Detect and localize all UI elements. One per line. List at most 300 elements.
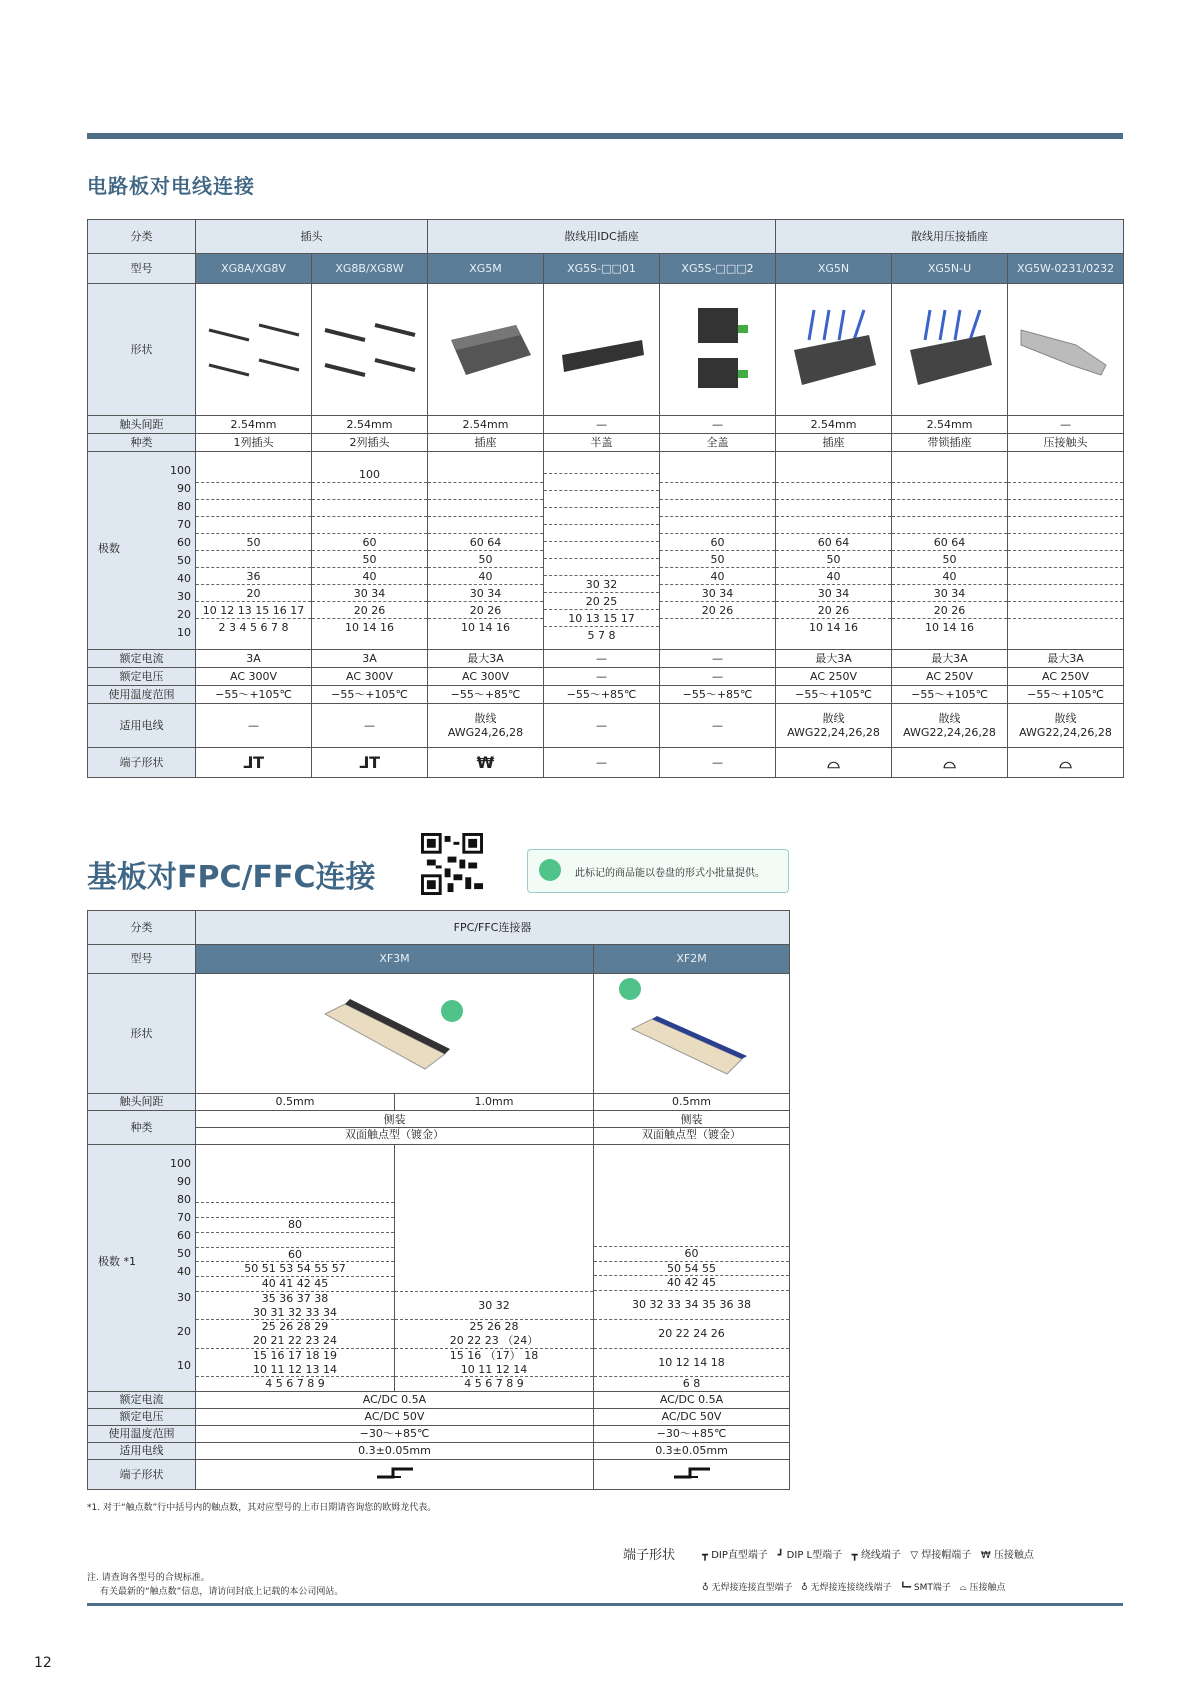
tick: 70 <box>177 1211 191 1224</box>
pole-entry: 10 11 12 13 14 <box>253 1362 337 1376</box>
tick: 40 <box>177 572 191 585</box>
section1-title: 电路板对电线连接 <box>87 174 255 198</box>
model-cell: XF2M <box>594 945 790 974</box>
pole-entry <box>776 517 891 534</box>
pole-entry <box>660 619 775 636</box>
pole-entry <box>428 517 543 534</box>
temp-cell: −30〜+85℃ <box>196 1426 594 1443</box>
tick: 60 <box>177 536 191 549</box>
pole-entry <box>776 483 891 500</box>
group-header: 散线用IDC插座 <box>428 220 776 254</box>
pole-entry <box>428 483 543 500</box>
section2-title: 基板对FPC/FFC连接 <box>87 860 376 895</box>
pitch-cell: 1.0mm <box>395 1094 594 1111</box>
pole-entry <box>544 491 659 508</box>
solder-cup-icon: ▽ <box>910 1550 919 1561</box>
wire-line: 散线 <box>938 711 961 725</box>
temp-cell: −55〜+85℃ <box>428 686 544 704</box>
pole-entry: 30 32 <box>395 1291 593 1320</box>
legend-item: DIP直型端子 <box>711 1550 768 1561</box>
board-to-wire-table <box>87 219 1124 778</box>
terminal-icon: — <box>660 748 776 778</box>
terminal-label: 端子形状 <box>88 1460 196 1490</box>
pole-entry <box>660 517 775 534</box>
pole-entry: 50 <box>892 551 1007 568</box>
current-cell: — <box>660 650 776 668</box>
current-cell: 3A <box>196 650 312 668</box>
model-cell: XG5M <box>428 254 544 284</box>
type-label: 种类 <box>88 1111 196 1145</box>
pole-entry: 4 5 6 7 8 9 <box>395 1376 593 1391</box>
legend-item: 无焊接连接直型端子 <box>711 1583 793 1593</box>
wire-cell <box>776 704 892 748</box>
reel-mark-icon <box>441 1000 463 1022</box>
pole-entry <box>776 500 891 517</box>
tick: 10 <box>177 626 191 639</box>
wire-wrap-icon: ┳ <box>851 1550 858 1561</box>
temp-cell: −55〜+85℃ <box>660 686 776 704</box>
tick: 80 <box>177 500 191 513</box>
poles-column <box>395 1145 594 1392</box>
poles-column <box>196 452 312 650</box>
model-cell: XG5W-0231/0232 <box>1008 254 1124 284</box>
smt-icon: ┗━ <box>900 1583 911 1593</box>
poles-column <box>196 1145 395 1392</box>
pitch-label: 触头间距 <box>88 1094 196 1111</box>
pole-entry: 30 34 <box>776 585 891 602</box>
pole-entry: 4 5 6 7 8 9 <box>196 1376 394 1391</box>
pole-entry: 40 <box>428 568 543 585</box>
terminal-icon: ⅃T <box>196 748 312 778</box>
wire-cell <box>1008 704 1124 748</box>
wire-line: AWG22,24,26,28 <box>903 725 996 739</box>
tick: 40 <box>177 1265 191 1278</box>
product-image <box>544 284 660 416</box>
terminal-icon: ₩ <box>428 748 544 778</box>
pole-entry <box>892 517 1007 534</box>
pole-entry <box>544 508 659 525</box>
legend-item: SMT端子 <box>913 1583 951 1593</box>
bottom-rule <box>87 1603 1123 1606</box>
pole-entry: 40 <box>776 568 891 585</box>
type-line: 双面触点型（镀金） <box>642 1128 742 1141</box>
pole-entry <box>428 466 543 483</box>
pole-entry: 60 <box>594 1246 789 1261</box>
pitch-cell: 0.5mm <box>196 1094 395 1111</box>
shape-label: 形状 <box>88 284 196 416</box>
pole-entry: 60 64 <box>428 534 543 551</box>
model-label: 型号 <box>88 945 196 974</box>
type-cell: 带锁插座 <box>892 434 1008 452</box>
pole-entry <box>312 500 427 517</box>
type-cell <box>196 1111 594 1145</box>
pole-entry: 50 54 55 <box>594 1261 789 1276</box>
reel-mark-icon <box>539 859 561 881</box>
pole-entry <box>428 500 543 517</box>
pole-entry: 20 26 <box>428 602 543 619</box>
terminal-icon: ⌓ <box>776 748 892 778</box>
pole-entry: 30 34 <box>428 585 543 602</box>
pole-entry <box>1008 602 1123 619</box>
legend-item: 压接触点 <box>993 1550 1034 1561</box>
model-cell: XG5N-U <box>892 254 1008 284</box>
dip-straight-icon: ┳ <box>702 1550 709 1561</box>
pole-entry <box>312 517 427 534</box>
pole-entry: 50 <box>196 534 311 551</box>
poles-label: 极数 <box>98 542 120 555</box>
pole-entry: 35 36 37 38 <box>196 1291 394 1306</box>
product-image <box>776 284 892 416</box>
pole-entry: 25 26 28 29 <box>196 1319 394 1334</box>
group-header: FPC/FFC连接器 <box>196 911 790 945</box>
product-image <box>594 974 790 1094</box>
pole-entry: 50 <box>312 551 427 568</box>
poles-column <box>660 452 776 650</box>
crimp-contact-icon: ⌓ <box>959 1583 967 1593</box>
cat-label: 分类 <box>88 220 196 254</box>
poles-label: 极数 *1 <box>98 1255 136 1268</box>
pitch-cell: 2.54mm <box>196 416 312 434</box>
tick: 10 <box>177 1359 191 1372</box>
qr-code-icon <box>421 833 483 895</box>
pole-entry: 25 26 28 <box>395 1319 593 1334</box>
voltage-cell: AC 300V <box>428 668 544 686</box>
terminal-icon: — <box>544 748 660 778</box>
wire-line: 散线 <box>1054 711 1077 725</box>
pole-entry: 15 16 17 18 19 <box>196 1348 394 1363</box>
smt-terminal-icon <box>196 1460 594 1490</box>
model-cell: XG5S-□□01 <box>544 254 660 284</box>
temp-cell: −55〜+105℃ <box>196 686 312 704</box>
current-cell: AC/DC 0.5A <box>196 1392 594 1409</box>
wire-cell: 0.3±0.05mm <box>196 1443 594 1460</box>
pole-entry <box>776 466 891 483</box>
pole-entry: 40 42 45 <box>594 1275 789 1290</box>
pole-entry: 30 34 <box>892 585 1007 602</box>
type-cell: 2列插头 <box>312 434 428 452</box>
pole-entry: 50 <box>776 551 891 568</box>
pitch-cell: 0.5mm <box>594 1094 790 1111</box>
current-cell: 最大3A <box>428 650 544 668</box>
temp-cell: −30〜+85℃ <box>594 1426 790 1443</box>
pole-entry <box>196 466 311 483</box>
poles-column <box>312 452 428 650</box>
pole-entry <box>660 483 775 500</box>
pole-entry: 50 <box>428 551 543 568</box>
voltage-cell: — <box>544 668 660 686</box>
pole-entry: 10 14 16 <box>925 620 975 634</box>
type-line: 双面触点型（镀金） <box>345 1128 444 1141</box>
wire-line: 散线 <box>822 711 845 725</box>
tick: 70 <box>177 518 191 531</box>
group-header: 散线用压接插座 <box>776 220 1124 254</box>
wire-line: 散线 <box>474 711 497 725</box>
pole-entry <box>544 457 659 474</box>
pole-entry <box>196 551 311 568</box>
pole-entry: 20 26 <box>776 602 891 619</box>
wire-cell <box>428 704 544 748</box>
type-line: 侧装 <box>196 1113 593 1128</box>
wire-cell <box>196 704 312 748</box>
wire-line: — <box>364 718 375 732</box>
pole-entry: 20 22 23 （24） <box>449 1334 539 1347</box>
wire-line: — <box>712 718 724 732</box>
tick: 20 <box>177 1325 191 1338</box>
wire-cell <box>544 704 660 748</box>
model-cell: XG8A/XG8V <box>196 254 312 284</box>
poles-column <box>776 452 892 650</box>
tick: 100 <box>170 464 191 477</box>
crimp-contact-icon: ₩ <box>980 1550 991 1561</box>
legend-row-1 <box>702 1546 1034 1561</box>
product-image <box>196 974 594 1094</box>
pole-entry <box>544 474 659 491</box>
pitch-cell: 2.54mm <box>892 416 1008 434</box>
pole-entry <box>1008 517 1123 534</box>
poles-column <box>428 452 544 650</box>
note-line-2: 有关最新的“触点数”信息，请访问封底上记载的本公司网站。 <box>100 1587 344 1597</box>
tick: 80 <box>177 1193 191 1206</box>
pole-entry: 60 <box>196 1247 394 1262</box>
wire-cell <box>892 704 1008 748</box>
pole-entry: 10 12 14 18 <box>594 1348 789 1377</box>
pole-entry <box>196 483 311 500</box>
wire-label: 适用电线 <box>88 1443 196 1460</box>
terminal-icon: ⌓ <box>892 748 1008 778</box>
pole-entry <box>1008 551 1123 568</box>
temp-label: 使用温度范围 <box>88 1426 196 1443</box>
press-fit-wrap-icon: ♁ <box>801 1583 808 1593</box>
footnote: *1. 对于“触点数”行中括号内的触点数，其对应型号的上市日期请咨询您的欧姆龙代表。 <box>87 1503 437 1513</box>
pitch-cell: 2.54mm <box>312 416 428 434</box>
poles-label-cell <box>88 452 196 650</box>
current-cell: 3A <box>312 650 428 668</box>
pole-entry <box>892 466 1007 483</box>
pole-entry: 36 <box>196 568 311 585</box>
pole-entry: 20 26 <box>312 602 427 619</box>
top-rule <box>87 133 1123 139</box>
pole-entry <box>1008 585 1123 602</box>
reel-mark-icon <box>619 978 641 1000</box>
pole-entry <box>660 466 775 483</box>
terminal-icon: ⌓ <box>1008 748 1124 778</box>
pole-entry: 40 41 42 45 <box>196 1276 394 1291</box>
legend-row-2 <box>702 1580 1005 1593</box>
current-cell: 最大3A <box>892 650 1008 668</box>
pole-entry: 10 14 16 <box>461 620 510 634</box>
pole-entry: 60 <box>660 534 775 551</box>
wire-line: — <box>248 718 259 732</box>
legend-item: 焊接帽端子 <box>921 1550 972 1561</box>
dip-l-icon: ┛ <box>777 1550 784 1561</box>
pole-entry <box>1008 466 1123 483</box>
pole-entry: 30 32 <box>544 576 659 593</box>
tick: 30 <box>177 590 191 603</box>
poles-column <box>594 1145 790 1392</box>
temp-cell: −55〜+85℃ <box>544 686 660 704</box>
pitch-label: 触头间距 <box>88 416 196 434</box>
pole-entry: 10 12 13 15 16 17 <box>196 602 311 619</box>
pole-entry <box>1008 619 1123 636</box>
type-cell: 1列插头 <box>196 434 312 452</box>
pole-entry: 80 <box>196 1217 394 1232</box>
current-cell: — <box>544 650 660 668</box>
pole-entry: 10 11 12 14 <box>460 1362 528 1376</box>
pole-entry: 10 13 15 17 <box>544 610 659 627</box>
wire-line: AWG24,26,28 <box>447 725 524 739</box>
temp-label: 使用温度范围 <box>88 686 196 704</box>
pole-entry <box>1008 500 1123 517</box>
product-image <box>312 284 428 416</box>
terminal-label: 端子形状 <box>88 748 196 778</box>
pole-entry: 20 <box>196 585 311 602</box>
pitch-cell: 2.54mm <box>776 416 892 434</box>
product-image <box>428 284 544 416</box>
pole-entry: 30 32 33 34 35 36 38 <box>594 1290 789 1319</box>
voltage-cell: AC 300V <box>196 668 312 686</box>
pole-entry <box>892 500 1007 517</box>
voltage-label: 额定电压 <box>88 668 196 686</box>
temp-cell: −55〜+105℃ <box>892 686 1008 704</box>
pole-entry: 10 14 16 <box>345 620 394 634</box>
wire-cell: 0.3±0.05mm <box>594 1443 790 1460</box>
pole-entry: 100 <box>312 466 427 483</box>
type-line: 侧装 <box>594 1113 789 1128</box>
wire-line: AWG22,24,26,28 <box>787 725 880 739</box>
model-cell: XG8B/XG8W <box>312 254 428 284</box>
pole-entry: 30 31 32 33 34 <box>253 1305 337 1319</box>
pole-entry: 20 26 <box>892 602 1007 619</box>
pitch-cell: — <box>1008 416 1124 434</box>
legend-item: 绕线端子 <box>860 1550 901 1561</box>
smt-terminal-icon <box>594 1460 790 1490</box>
poles-column <box>892 452 1008 650</box>
temp-cell: −55〜+105℃ <box>312 686 428 704</box>
pitch-cell: — <box>544 416 660 434</box>
wire-line: — <box>596 718 607 732</box>
pole-entry <box>196 517 311 534</box>
poles-column <box>544 452 660 650</box>
poles-label-cell <box>88 1145 196 1392</box>
legend-item: 压接触点 <box>969 1583 1006 1593</box>
pole-entry <box>1008 534 1123 551</box>
pole-entry <box>312 483 427 500</box>
current-cell: AC/DC 0.5A <box>594 1392 790 1409</box>
pole-entry <box>660 500 775 517</box>
current-cell: 最大3A <box>1008 650 1124 668</box>
pitch-cell: 2.54mm <box>428 416 544 434</box>
product-image <box>196 284 312 416</box>
model-cell: XG5S-□□□2 <box>660 254 776 284</box>
legend-title: 端子形状 <box>623 1548 676 1563</box>
type-cell <box>594 1111 790 1145</box>
legend-item: 无焊接连接绕线端子 <box>810 1583 892 1593</box>
group-header: 插头 <box>196 220 428 254</box>
voltage-cell: AC 250V <box>892 668 1008 686</box>
pole-entry: 40 <box>892 568 1007 585</box>
pole-entry: 40 <box>660 568 775 585</box>
pole-entry: 40 <box>312 568 427 585</box>
type-label: 种类 <box>88 434 196 452</box>
voltage-cell: AC/DC 50V <box>594 1409 790 1426</box>
page-number: 12 <box>34 1655 52 1671</box>
tick: 60 <box>177 1229 191 1242</box>
tick: 30 <box>177 1291 191 1304</box>
voltage-cell: AC 250V <box>1008 668 1124 686</box>
pole-entry <box>892 483 1007 500</box>
pole-entry <box>196 500 311 517</box>
reel-note-text: 此标记的商品能以卷盘的形式小批量提供。 <box>575 868 765 879</box>
tick: 90 <box>177 482 191 495</box>
model-label: 型号 <box>88 254 196 284</box>
temp-cell: −55〜+105℃ <box>776 686 892 704</box>
model-cell: XG5N <box>776 254 892 284</box>
current-label: 额定电流 <box>88 1392 196 1409</box>
cat-label: 分类 <box>88 911 196 945</box>
pole-entry: 10 14 16 <box>809 620 859 634</box>
pole-entry: 50 51 53 54 55 57 <box>196 1261 394 1276</box>
pole-entry: 60 64 <box>892 534 1007 551</box>
press-fit-straight-icon: ♁ <box>702 1583 709 1593</box>
terminal-icon: ⅃T <box>312 748 428 778</box>
product-image <box>1008 284 1124 416</box>
pitch-cell: — <box>660 416 776 434</box>
shape-label: 形状 <box>88 974 196 1094</box>
pole-entry: 15 16 （17） 18 <box>395 1348 593 1363</box>
voltage-cell: AC 250V <box>776 668 892 686</box>
voltage-cell: AC 300V <box>312 668 428 686</box>
tick: 100 <box>170 1157 191 1170</box>
pole-entry: 30 34 <box>660 585 775 602</box>
pole-entry <box>544 559 659 576</box>
type-cell: 全盖 <box>660 434 776 452</box>
note-line-1: 注. 请查询各型号的合规标准。 <box>87 1573 210 1583</box>
board-to-fpc-table <box>87 910 790 1490</box>
product-image <box>892 284 1008 416</box>
current-label: 额定电流 <box>88 650 196 668</box>
pole-entry: 60 <box>312 534 427 551</box>
wire-cell <box>312 704 428 748</box>
type-cell: 半盖 <box>544 434 660 452</box>
pole-entry <box>544 542 659 559</box>
pole-entry: 5 7 8 <box>587 629 616 642</box>
tick: 90 <box>177 1175 191 1188</box>
voltage-label: 额定电压 <box>88 1409 196 1426</box>
pole-entry: 20 22 24 26 <box>594 1319 789 1348</box>
pole-entry: 50 <box>660 551 775 568</box>
pole-entry: 6 8 <box>594 1376 789 1391</box>
pole-entry: 2 3 4 5 6 7 8 <box>218 620 289 634</box>
product-image <box>660 284 776 416</box>
type-cell: 插座 <box>776 434 892 452</box>
wire-label: 适用电线 <box>88 704 196 748</box>
type-cell: 压接触头 <box>1008 434 1124 452</box>
pole-entry: 60 64 <box>776 534 891 551</box>
legend-item: DIP L型端子 <box>786 1550 843 1561</box>
pole-entry: 20 26 <box>660 602 775 619</box>
current-cell: 最大3A <box>776 650 892 668</box>
voltage-cell: — <box>660 668 776 686</box>
wire-line: AWG22,24,26,28 <box>1019 725 1112 739</box>
pole-entry <box>544 525 659 542</box>
poles-column <box>1008 452 1124 650</box>
pole-entry: 20 21 22 23 24 <box>253 1334 337 1347</box>
pole-entry: 20 25 <box>544 593 659 610</box>
type-cell: 插座 <box>428 434 544 452</box>
pole-entry: 30 34 <box>312 585 427 602</box>
wire-cell <box>660 704 776 748</box>
pole-entry <box>1008 568 1123 585</box>
